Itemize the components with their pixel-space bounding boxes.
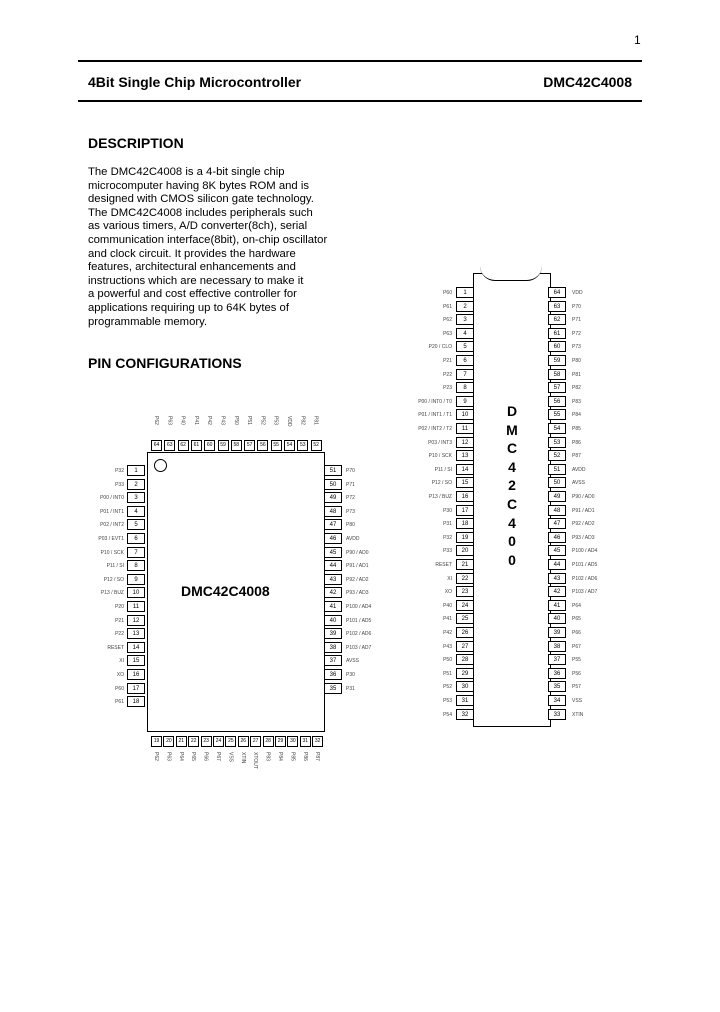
qfp-bottom-pin-number: 24	[213, 736, 224, 747]
qfp-bottom-pin-label: P87	[314, 752, 321, 761]
dip-left-pin-label: P30	[443, 507, 452, 514]
dip-left-pin-label: P54	[443, 711, 452, 718]
dip-left-pin-label: P03 / INT3	[428, 439, 452, 446]
qfp-right-pin-number: 42	[324, 587, 342, 598]
qfp-chip-label: DMC42C4008	[181, 583, 270, 599]
dip-right-pin-label: AVSS	[572, 480, 585, 487]
dip-right-pin-number: 60	[548, 341, 566, 352]
dip-right-pin-label: P91 / AD1	[572, 507, 595, 514]
dip-right-pin-number: 59	[548, 355, 566, 366]
qfp-bottom-pin-label: P83	[264, 752, 271, 761]
dip-right-pin-number: 41	[548, 600, 566, 611]
dip-left-pin-number: 30	[456, 681, 474, 692]
dip-left-pin-label: P61	[443, 303, 452, 310]
dip-right-pin-number: 35	[548, 681, 566, 692]
qfp-bottom-pin-label: P65	[190, 752, 197, 761]
dip-right-pin-label: P70	[572, 303, 581, 310]
dip-right-pin-number: 58	[548, 369, 566, 380]
qfp-bottom-pin-number: 19	[151, 736, 162, 747]
qfp-right-pin-number: 48	[324, 506, 342, 517]
dip-left-pin-label: P43	[443, 643, 452, 650]
qfp-top-pin-number: 64	[151, 440, 162, 451]
dip-right-pin-number: 61	[548, 328, 566, 339]
qfp-right-pin-number: 39	[324, 628, 342, 639]
qfp-right-pin-label: P93 / AD3	[346, 590, 369, 597]
qfp-right-pin-number: 47	[324, 519, 342, 530]
dip-label-char: 0	[508, 551, 516, 568]
dip-left-pin-number: 20	[456, 545, 474, 556]
dip-left-pin-number: 23	[456, 586, 474, 597]
dip-right-pin-label: P82	[572, 385, 581, 392]
dip-label-char: 0	[508, 533, 516, 550]
qfp-left-pin-number: 14	[127, 642, 145, 653]
qfp-bottom-pin-label: P63	[165, 752, 172, 761]
dip-left-pin-label: P42	[443, 630, 452, 636]
description-line: communication interface(8bit), on-chip oscillator	[88, 233, 328, 246]
dip-right-pin-label: P85	[572, 426, 581, 432]
dip-right-pin-label: XTIN	[572, 711, 584, 718]
qfp-bottom-pin-label: P67	[215, 752, 221, 761]
qfp-right-pin-label: P92 / AD2	[346, 576, 369, 583]
dip-label-char: C	[506, 495, 518, 512]
dip-right-pin-label: P55	[572, 657, 581, 664]
dip-left-pin-label: P21	[443, 358, 452, 364]
dip-right-pin-number: 64	[548, 287, 566, 298]
qfp-left-pin-label: P60	[115, 685, 124, 692]
qfp-left-pin-number: 7	[127, 547, 145, 558]
qfp-bottom-pin-number: 30	[287, 736, 298, 747]
dip-left-pin-label: P40	[443, 602, 452, 609]
dip-left-pin-label: P60	[443, 290, 452, 296]
dip-left-pin-number: 2	[456, 301, 474, 312]
dip-left-pin-number: 12	[456, 437, 474, 448]
dip-left-pin-number: 14	[456, 464, 474, 475]
qfp-bottom-pin-number: 21	[176, 736, 187, 747]
qfp-bottom-pin-number: 32	[312, 736, 323, 747]
qfp-bottom-pin-label: XTIN	[239, 752, 246, 764]
qfp-bottom-pin-label: P85	[289, 752, 296, 761]
qfp-left-pin-label: P11 / SI	[106, 563, 124, 570]
pin-config-heading: PIN CONFIGURATIONS	[88, 355, 242, 371]
dip-left-pin-number: 3	[456, 314, 474, 325]
dip-right-pin-number: 38	[548, 641, 566, 652]
qfp-left-pin-label: P12 / SO	[103, 576, 124, 583]
qfp-right-pin-label: P100 / AD4	[346, 604, 372, 610]
dip-label-char: C	[506, 440, 518, 457]
qfp-right-pin-number: 35	[324, 683, 342, 694]
dip-left-pin-number: 21	[456, 559, 474, 570]
qfp-right-pin-number: 46	[324, 533, 342, 544]
dip-right-pin-label: P56	[572, 670, 581, 677]
dip-left-pin-number: 11	[456, 423, 474, 434]
description-line: a powerful and cost effective controller for	[88, 288, 297, 301]
qfp-left-pin-number: 9	[127, 574, 145, 585]
qfp-left-pin-number: 1	[127, 465, 145, 476]
qfp-top-pin-number: 59	[218, 440, 229, 451]
page-number: 1	[634, 33, 641, 47]
qfp-top-pin-label: P53	[272, 416, 279, 425]
qfp-left-pin-number: 2	[127, 479, 145, 490]
dip-right-pin-number: 37	[548, 654, 566, 665]
dip-right-pin-number: 33	[548, 709, 566, 720]
description-line: applications requiring up to 64K bytes of	[88, 301, 289, 314]
qfp-top-pin-number: 58	[231, 440, 242, 451]
dip-left-pin-number: 16	[456, 491, 474, 502]
dip-label-char: 4	[508, 514, 516, 531]
dip-right-pin-label: P90 / AD0	[572, 494, 595, 500]
qfp-top-pin-number: 54	[284, 440, 295, 451]
dip-right-pin-number: 62	[548, 314, 566, 325]
qfp-bottom-pin-label: P64	[177, 752, 184, 761]
dip-left-pin-number: 29	[456, 668, 474, 679]
dip-left-pin-label: P01 / INT1 / T1	[418, 412, 452, 419]
dip-right-pin-label: P80	[572, 358, 581, 364]
qfp-bottom-pin-number: 28	[263, 736, 274, 747]
qfp-bottom-pin-number: 31	[300, 736, 311, 747]
qfp-left-pin-number: 12	[127, 615, 145, 626]
qfp-bottom-pin-number: 26	[238, 736, 249, 747]
qfp-left-pin-label: RESET	[107, 644, 124, 651]
qfp-top-pin-label: P82	[299, 416, 306, 425]
dip-left-pin-label: P10 / SCK	[428, 453, 452, 460]
dip-notch	[480, 266, 542, 281]
dip-right-pin-label: P64	[572, 602, 581, 609]
qfp-right-pin-label: P80	[346, 522, 355, 529]
qfp-right-pin-label: P30	[346, 672, 355, 678]
dip-left-pin-number: 24	[456, 600, 474, 611]
dip-left-pin-number: 26	[456, 627, 474, 638]
qfp-right-pin-number: 37	[324, 655, 342, 666]
qfp-left-pin-label: XI	[119, 658, 124, 665]
dip-right-pin-number: 44	[548, 559, 566, 570]
dip-left-pin-number: 10	[456, 409, 474, 420]
dip-right-pin-label: P92 / AD2	[572, 521, 595, 528]
dip-left-pin-number: 27	[456, 641, 474, 652]
dip-left-pin-label: RESET	[435, 562, 452, 568]
dip-left-pin-label: P00 / INT0 / T0	[418, 398, 452, 405]
dip-right-pin-label: P72	[572, 330, 581, 337]
dip-left-pin-label: P53	[443, 698, 452, 704]
qfp-left-pin-label: P00 / INT0	[100, 495, 124, 502]
qfp-bottom-pin-label: P66	[202, 752, 209, 761]
qfp-top-pin-label: P63	[166, 416, 173, 425]
dip-right-pin-label: P71	[572, 317, 581, 324]
dip-left-pin-number: 22	[456, 573, 474, 584]
qfp-left-pin-label: P02 / INT2	[100, 522, 124, 529]
dip-right-pin-label: P103 / AD7	[572, 589, 598, 596]
qfp-left-pin-number: 10	[127, 587, 145, 598]
dip-right-pin-number: 51	[548, 464, 566, 475]
dip-left-pin-label: P12 / SO	[431, 480, 452, 487]
dip-right-pin-number: 54	[548, 423, 566, 434]
qfp-right-pin-label: P73	[346, 508, 355, 515]
qfp-top-pin-label: VDD	[286, 416, 292, 427]
dip-left-pin-number: 1	[456, 287, 474, 298]
qfp-left-pin-number: 18	[127, 696, 145, 707]
description-line: features, architectural enhancements and	[88, 261, 296, 274]
qfp-left-pin-number: 13	[127, 628, 145, 639]
dip-left-pin-number: 6	[456, 355, 474, 366]
dip-right-pin-number: 39	[548, 627, 566, 638]
qfp-top-pin-number: 57	[244, 440, 255, 451]
dip-right-pin-label: VSS	[572, 698, 583, 704]
dip-right-pin-label: P86	[572, 439, 581, 446]
dip-left-pin-label: XI	[447, 575, 452, 582]
dip-left-pin-label: P51	[443, 670, 452, 677]
qfp-left-pin-label: P32	[115, 468, 124, 474]
dip-left-pin-label: P31	[443, 521, 452, 528]
qfp-top-pin-label: P41	[192, 416, 199, 425]
dip-left-pin-label: P22	[443, 371, 452, 378]
description-body	[88, 166, 363, 329]
dip-left-pin-number: 9	[456, 396, 474, 407]
qfp-left-pin-label: P21	[115, 617, 124, 624]
dip-left-pin-number: 4	[456, 328, 474, 339]
dip-left-pin-number: 17	[456, 505, 474, 516]
qfp-bottom-pin-number: 20	[163, 736, 174, 747]
qfp-right-pin-label: P102 / AD6	[346, 631, 372, 638]
qfp-left-pin-number: 15	[127, 655, 145, 666]
dip-right-pin-number: 52	[548, 450, 566, 461]
qfp-right-pin-label: P70	[346, 468, 355, 474]
qfp-left-pin-number: 5	[127, 519, 145, 530]
qfp-right-pin-label: P31	[346, 685, 355, 692]
dip-right-pin-label: P102 / AD6	[572, 575, 598, 582]
qfp-top-pin-label: P40	[179, 416, 186, 425]
qfp-left-pin-label: P13 / BUZ	[100, 590, 124, 597]
qfp-right-pin-label: P90 / AD0	[346, 549, 369, 556]
dip-left-pin-label: XO	[444, 589, 452, 596]
description-line: microcomputer having 8K bytes ROM and is	[88, 179, 310, 192]
dip-left-pin-number: 19	[456, 532, 474, 543]
dip-left-pin-number: 32	[456, 709, 474, 720]
dip-left-pin-label: P41	[443, 616, 452, 623]
qfp-left-pin-number: 4	[127, 506, 145, 517]
dip-left-pin-label: P23	[443, 385, 452, 392]
dip-left-pin-label: P32	[443, 534, 452, 541]
qfp-left-pin-label: P61	[115, 699, 124, 706]
description-line: instructions which are necessary to make it	[88, 274, 304, 287]
qfp-left-pin-number: 11	[127, 601, 145, 612]
dip-right-pin-number: 47	[548, 518, 566, 529]
qfp-left-pin-label: P01 / INT1	[100, 508, 124, 515]
qfp-left-pin-number: 16	[127, 669, 145, 680]
qfp-right-pin-number: 41	[324, 601, 342, 612]
dip-left-pin-label: P13 / BUZ	[428, 494, 452, 500]
dip-left-pin-number: 18	[456, 518, 474, 529]
qfp-top-pin-number: 56	[257, 440, 268, 451]
qfp-left-pin-number: 3	[127, 492, 145, 503]
dip-left-pin-number: 7	[456, 369, 474, 380]
dip-right-pin-label: P66	[572, 630, 581, 636]
qfp-top-pin-label: P50	[232, 416, 239, 425]
qfp-right-pin-number: 49	[324, 492, 342, 503]
qfp-left-pin-number: 17	[127, 683, 145, 694]
qfp-bottom-pin-label: P84	[277, 752, 283, 761]
dip-left-pin-label: P02 / INT2 / T2	[418, 426, 452, 432]
description-line: programmable memory.	[88, 315, 208, 328]
qfp-right-pin-label: P72	[346, 495, 355, 502]
qfp-top-pin-label: P42	[206, 416, 213, 425]
dip-left-pin-label: P62	[443, 317, 452, 324]
dip-right-pin-number: 36	[548, 668, 566, 679]
dip-left-pin-label: P50	[443, 657, 452, 664]
qfp-top-pin-number: 55	[271, 440, 282, 451]
qfp-top-pin-number: 53	[297, 440, 308, 451]
dip-left-pin-number: 31	[456, 695, 474, 706]
qfp-top-pin-number: 60	[204, 440, 215, 451]
description-heading: DESCRIPTION	[88, 135, 184, 151]
dip-label-char: D	[506, 403, 518, 419]
dip-right-pin-number: 53	[548, 437, 566, 448]
dip-right-pin-label: P73	[572, 344, 581, 351]
qfp-top-pin-number: 63	[164, 440, 175, 451]
dip-right-pin-number: 50	[548, 477, 566, 488]
qfp-right-pin-number: 50	[324, 479, 342, 490]
description-line: The DMC42C4008 includes peripherals such	[88, 206, 313, 219]
dip-right-pin-number: 43	[548, 573, 566, 584]
qfp-left-pin-label: P22	[115, 631, 124, 638]
qfp-top-pin-label: P43	[219, 416, 226, 425]
qfp-left-pin-number: 8	[127, 560, 145, 571]
dip-right-pin-number: 46	[548, 532, 566, 543]
dip-right-pin-label: P93 / AD3	[572, 534, 595, 541]
dip-right-pin-label: P83	[572, 398, 581, 405]
dip-left-pin-label: P33	[443, 548, 452, 555]
dip-left-pin-label: P63	[443, 330, 452, 337]
qfp-top-pin-label: P62	[153, 416, 159, 425]
dip-right-pin-number: 49	[548, 491, 566, 502]
qfp-top-pin-label: P51	[246, 416, 253, 425]
dip-right-pin-number: 56	[548, 396, 566, 407]
qfp-top-pin-number: 61	[191, 440, 202, 451]
pin1-marker	[154, 459, 167, 472]
qfp-bottom-pin-number: 27	[250, 736, 261, 747]
part-number: DMC42C4008	[543, 74, 632, 90]
dip-left-pin-label: P11 / SI	[434, 466, 452, 473]
qfp-bottom-pin-number: 22	[188, 736, 199, 747]
dip-right-pin-label: P57	[572, 684, 581, 691]
qfp-bottom-pin-label: P62	[153, 752, 159, 761]
qfp-bottom-pin-number: 25	[225, 736, 236, 747]
dip-right-pin-number: 40	[548, 613, 566, 624]
qfp-top-pin-label: P52	[259, 416, 266, 425]
dip-left-pin-number: 25	[456, 613, 474, 624]
qfp-bottom-pin-label: XTOUT	[252, 752, 259, 769]
dip-right-pin-number: 55	[548, 409, 566, 420]
qfp-top-pin-number: 62	[178, 440, 189, 451]
dip-right-pin-number: 63	[548, 301, 566, 312]
dip-left-pin-label: P52	[443, 684, 452, 691]
dip-right-pin-label: AVDD	[572, 466, 586, 473]
dip-right-pin-number: 48	[548, 505, 566, 516]
description-line: The DMC42C4008 is a 4-bit single chip	[88, 166, 285, 178]
dip-right-pin-number: 34	[548, 695, 566, 706]
dip-left-pin-label: P20 / CLO	[428, 344, 452, 351]
dip-right-pin-label: P101 / AD5	[572, 562, 598, 568]
dip-left-pin-number: 15	[456, 477, 474, 488]
qfp-left-pin-number: 6	[127, 533, 145, 544]
qfp-right-pin-label: P101 / AD5	[346, 617, 372, 624]
qfp-bottom-pin-number: 29	[275, 736, 286, 747]
qfp-right-pin-label: AVDD	[346, 536, 360, 542]
dip-right-pin-label: P65	[572, 616, 581, 623]
dip-right-pin-label: P67	[572, 643, 581, 650]
dip-right-pin-number: 57	[548, 382, 566, 393]
qfp-right-pin-number: 38	[324, 642, 342, 653]
dip-right-pin-label: P100 / AD4	[572, 548, 598, 555]
dip-chip-label	[502, 402, 522, 569]
description-line: as various timers, A/D converter(8ch), serial	[88, 220, 308, 233]
qfp-right-pin-number: 43	[324, 574, 342, 585]
dip-right-pin-label: P87	[572, 453, 581, 460]
dip-right-pin-label: VDD	[572, 290, 583, 296]
qfp-right-pin-number: 51	[324, 465, 342, 476]
qfp-right-pin-number: 44	[324, 560, 342, 571]
dip-right-pin-number: 45	[548, 545, 566, 556]
qfp-top-pin-number: 52	[311, 440, 322, 451]
qfp-right-pin-number: 36	[324, 669, 342, 680]
qfp-bottom-pin-label: VSS	[227, 752, 234, 763]
dip-right-pin-label: P81	[572, 371, 581, 378]
dip-left-pin-number: 13	[456, 450, 474, 461]
dip-label-char: 2	[508, 477, 516, 494]
qfp-left-pin-label: P20	[115, 604, 124, 610]
qfp-left-pin-label: P33	[115, 481, 124, 488]
qfp-left-pin-label: P10 / SCK	[100, 549, 124, 556]
dip-left-pin-number: 28	[456, 654, 474, 665]
qfp-left-pin-label: XO	[116, 672, 124, 678]
dip-left-pin-number: 5	[456, 341, 474, 352]
document-title: 4Bit Single Chip Microcontroller	[88, 74, 302, 90]
qfp-left-pin-label: P03 / EVT1	[98, 536, 124, 542]
qfp-right-pin-number: 45	[324, 547, 342, 558]
qfp-right-pin-label: P103 / AD7	[346, 644, 372, 651]
dip-label-char: 4	[508, 458, 516, 475]
dip-right-pin-label: P84	[572, 412, 581, 419]
qfp-right-pin-label: P91 / AD1	[346, 563, 369, 570]
qfp-bottom-pin-label: P86	[301, 752, 308, 761]
dip-label-char: M	[506, 421, 518, 438]
description-line: and clock circuit. It provides the hardware	[88, 247, 296, 260]
qfp-top-pin-label: P81	[312, 416, 319, 425]
dip-right-pin-number: 42	[548, 586, 566, 597]
description-line: designed with CMOS silicon gate technology.	[88, 193, 314, 206]
qfp-right-pin-number: 40	[324, 615, 342, 626]
qfp-right-pin-label: AVSS	[346, 658, 359, 665]
qfp-right-pin-label: P71	[346, 481, 355, 488]
dip-left-pin-number: 8	[456, 382, 474, 393]
qfp-bottom-pin-number: 23	[201, 736, 212, 747]
